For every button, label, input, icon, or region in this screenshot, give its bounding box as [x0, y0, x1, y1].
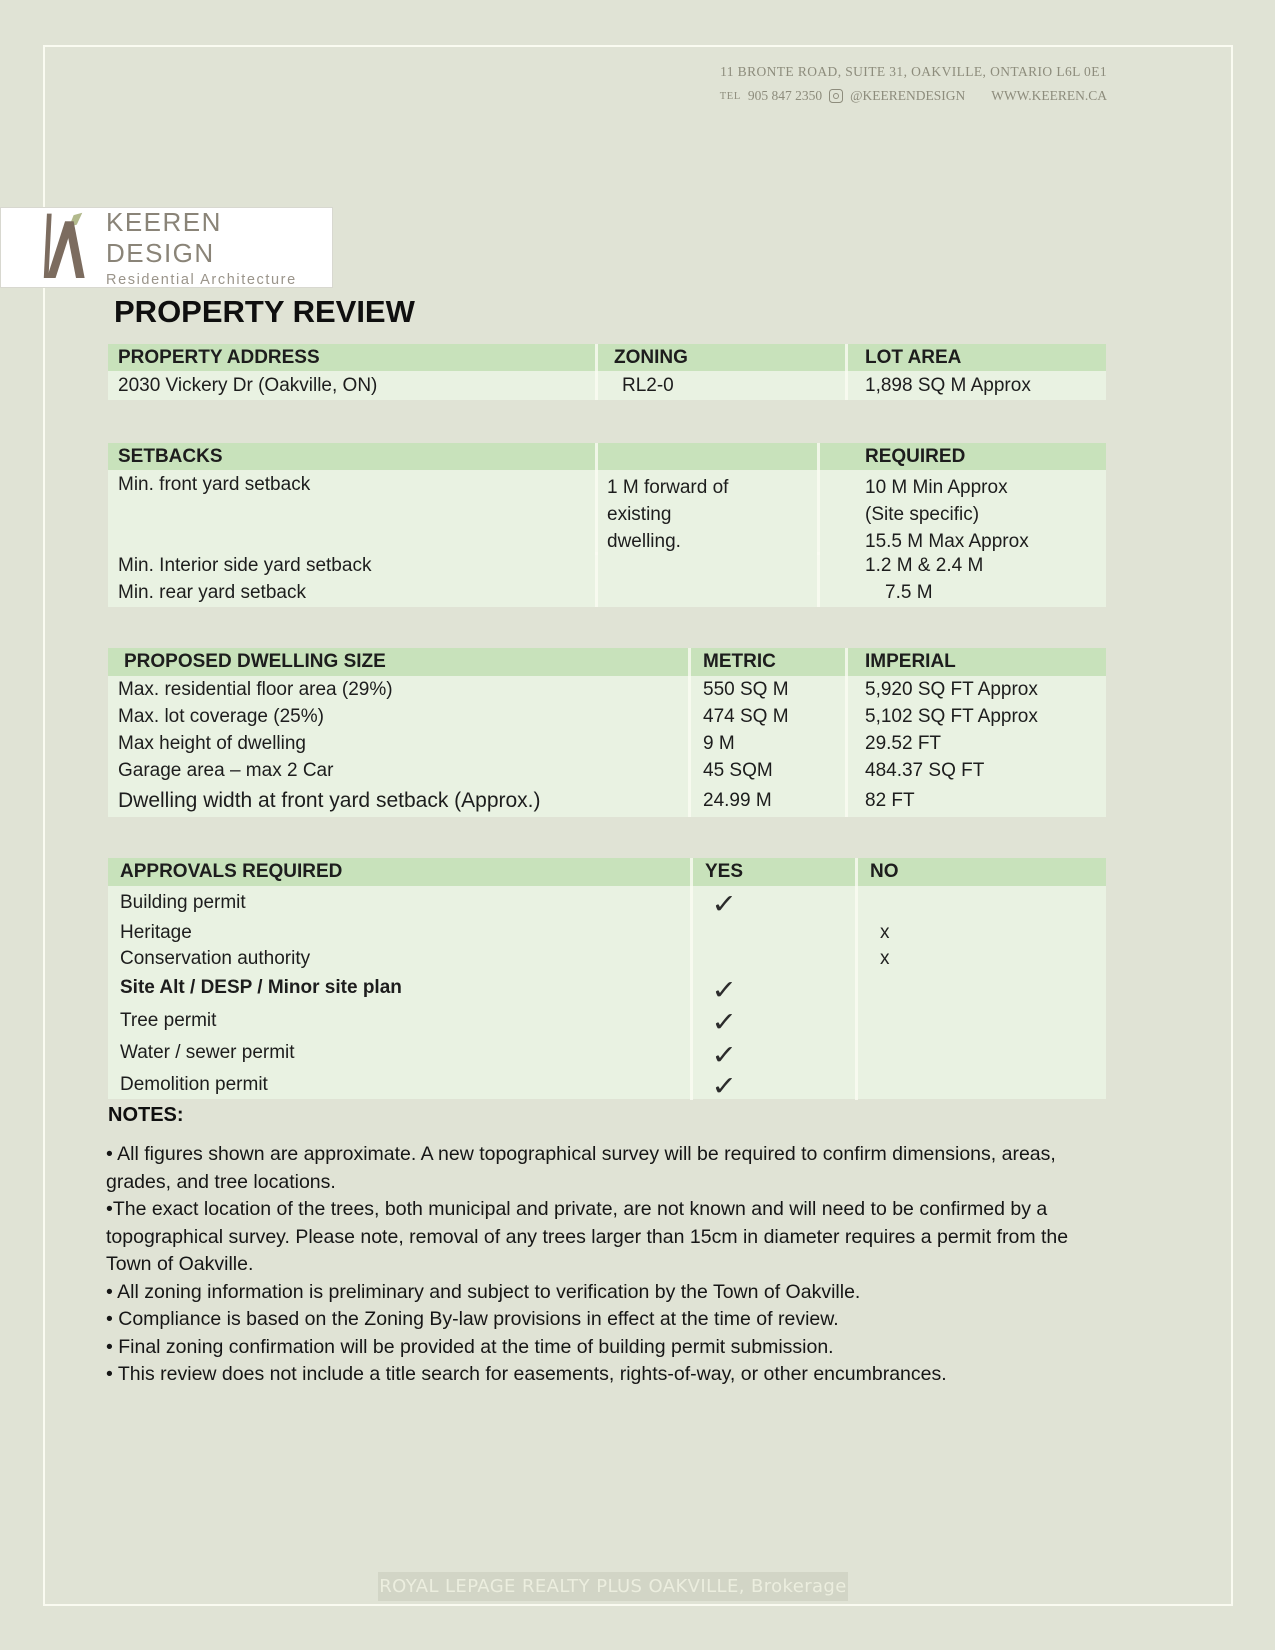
- metric-value: 474 SQ M: [688, 703, 845, 730]
- col-header-zoning: ZONING: [595, 344, 845, 371]
- x-mark: x: [880, 921, 890, 943]
- col-header-lot-area: LOT AREA: [845, 344, 1106, 371]
- check-icon: ✓: [711, 1071, 738, 1101]
- table-row: [108, 579, 1106, 607]
- note-item: • All zoning information is preliminary and subject to verification by the Town of Oakville.: [106, 1280, 861, 1303]
- approval-label: Site Alt / DESP / Minor site plan: [120, 977, 402, 998]
- instagram-handle: @KEERENDESIGN: [850, 88, 966, 103]
- table-row: [108, 784, 1106, 817]
- note-item: • This review does not include a title search for easements, rights-of-way, or other encumbrances.: [106, 1363, 947, 1385]
- brokerage-name: ROYAL LEPAGE REALTY PLUS OAKVILLE, Brokerage: [379, 1576, 847, 1597]
- text-line: dwelling.: [607, 531, 681, 552]
- table-row: [108, 703, 1106, 730]
- check-icon: ✓: [711, 1039, 738, 1070]
- imperial-value: 5,102 SQ FT Approx: [845, 703, 1106, 730]
- note-item: •The exact location of the trees, both municipal and private, are not known and will need to be confirmed by a topographical survey. Please note, removal of any trees larger than 15cm in diameter requires a permit from the Town of Oakville.: [106, 1198, 1069, 1275]
- dwelling-metric-label: Garage area – max 2 Car: [118, 759, 334, 781]
- setback-proposed: [595, 470, 817, 555]
- phone-number: 905 847 2350: [747, 88, 823, 103]
- setbacks-table: [108, 443, 1106, 607]
- setback-required: 7.5 M: [817, 579, 1106, 607]
- setback-required-lines: [865, 474, 1029, 555]
- note-item: • Compliance is based on the Zoning By-law provisions in effect at the time of review.: [106, 1308, 839, 1330]
- lot-area-value: 1,898 SQ M Approx: [845, 371, 1106, 400]
- approval-label: Heritage: [120, 921, 192, 943]
- col-header-setbacks: SETBACKS: [118, 445, 223, 467]
- approval-label: Water / sewer permit: [120, 1042, 295, 1063]
- table-row: [108, 1037, 1106, 1069]
- instagram-icon-dot: [833, 93, 840, 100]
- dwelling-metric-label: Dwelling width at front yard setback (Approx.): [118, 788, 541, 812]
- dwelling-metric-label: Max. residential floor area (29%): [118, 678, 393, 700]
- setback-proposed: [595, 579, 817, 607]
- logo-company-name: KEEREN DESIGN: [106, 207, 222, 268]
- dwelling-metric-label: Max. lot coverage (25%): [118, 705, 324, 727]
- table-row: [108, 1069, 1106, 1099]
- text-line: 1 M forward of: [607, 477, 729, 498]
- text-line: 10 M Min Approx: [865, 477, 1008, 498]
- page-title: PROPERTY REVIEW: [114, 294, 415, 329]
- metric-value: 45 SQM: [688, 757, 845, 784]
- imperial-value: 484.37 SQ FT: [845, 757, 1106, 784]
- note-item: • Final zoning confirmation will be provided at the time of building permit submission.: [106, 1335, 834, 1358]
- x-mark: x: [880, 948, 890, 969]
- property-table-header: [108, 344, 1106, 371]
- approval-label: Conservation authority: [120, 948, 311, 969]
- col-header-property-address: PROPERTY ADDRESS: [118, 346, 320, 368]
- col-header-yes: YES: [690, 858, 855, 886]
- table-row: [108, 972, 1106, 1004]
- col-header-imperial: IMPERIAL: [845, 648, 1106, 676]
- table-row: [108, 757, 1106, 784]
- col-header-approvals-required: APPROVALS REQUIRED: [120, 861, 343, 882]
- approvals-table: [108, 858, 1106, 1099]
- setbacks-table-header: [108, 443, 1106, 470]
- notes-list: [106, 1141, 1112, 1389]
- contact-line: [720, 88, 1107, 104]
- setback-proposed: [595, 552, 817, 579]
- logo-text: [106, 207, 332, 288]
- approval-label: Building permit: [120, 891, 246, 913]
- website-url: WWW.KEEREN.CA: [991, 88, 1107, 103]
- table-row: [108, 886, 1106, 919]
- dwelling-size-table: [108, 648, 1106, 817]
- keeren-logo-icon: [37, 212, 93, 283]
- table-row: [108, 1004, 1106, 1037]
- col-header-no: NO: [855, 858, 1106, 886]
- setback-required: 1.2 M & 2.4 M: [817, 552, 1106, 579]
- setback-proposed-lines: [607, 474, 728, 555]
- setback-label: Min. front yard setback: [118, 474, 311, 495]
- dwelling-table-header: [108, 648, 1106, 676]
- table-row: [108, 730, 1106, 757]
- text-line: 15.5 M Max Approx: [865, 531, 1029, 552]
- table-row: [108, 552, 1106, 579]
- check-icon: ✓: [711, 974, 738, 1005]
- col-header-metric: METRIC: [688, 648, 845, 676]
- col-header-blank: [595, 443, 817, 470]
- instagram-icon: [829, 89, 843, 103]
- zoning-value: RL2-0: [595, 371, 845, 400]
- setback-label: Min. rear yard setback: [118, 582, 306, 603]
- footer-brokerage-band: [378, 1572, 848, 1601]
- imperial-value: 82 FT: [845, 784, 1106, 817]
- approval-label: Tree permit: [120, 1009, 217, 1031]
- note-item: • All figures shown are approximate. A new topographical survey will be required to confirm dimensions, areas, grades, and tree locations.: [106, 1143, 1056, 1193]
- approval-label: Demolition permit: [120, 1073, 268, 1095]
- table-row: [108, 371, 1106, 400]
- property-table: [108, 344, 1106, 400]
- col-header-required: REQUIRED: [817, 443, 1106, 470]
- setback-required: [817, 470, 1106, 555]
- table-row: [108, 919, 1106, 946]
- metric-value: 550 SQ M: [688, 676, 845, 703]
- check-icon: ✓: [711, 889, 738, 919]
- notes-heading: NOTES:: [108, 1104, 184, 1126]
- dwelling-metric-label: Max height of dwelling: [118, 732, 306, 754]
- text-line: (Site specific): [865, 504, 980, 525]
- table-row: [108, 676, 1106, 703]
- imperial-value: 5,920 SQ FT Approx: [845, 676, 1106, 703]
- logo-tagline: Residential Architecture: [106, 272, 297, 288]
- col-header-proposed-dwelling-size: PROPOSED DWELLING SIZE: [124, 651, 386, 672]
- logo-box: [0, 207, 333, 288]
- street-address: 11 BRONTE ROAD, SUITE 31, OAKVILLE, ONTARIO L6L 0E1: [720, 64, 1107, 79]
- imperial-value: 29.52 FT: [845, 730, 1106, 757]
- metric-value: 24.99 M: [688, 784, 845, 817]
- approvals-table-header: [108, 858, 1106, 886]
- metric-value: 9 M: [688, 730, 845, 757]
- contact-header: [720, 64, 1107, 104]
- table-row: [108, 946, 1106, 972]
- property-address-value: 2030 Vickery Dr (Oakville, ON): [118, 374, 378, 396]
- setback-label: Min. Interior side yard setback: [118, 554, 372, 576]
- check-icon: ✓: [711, 1007, 738, 1037]
- tel-label: TEL: [719, 90, 741, 102]
- text-line: existing: [607, 504, 672, 525]
- table-row: [108, 470, 1106, 552]
